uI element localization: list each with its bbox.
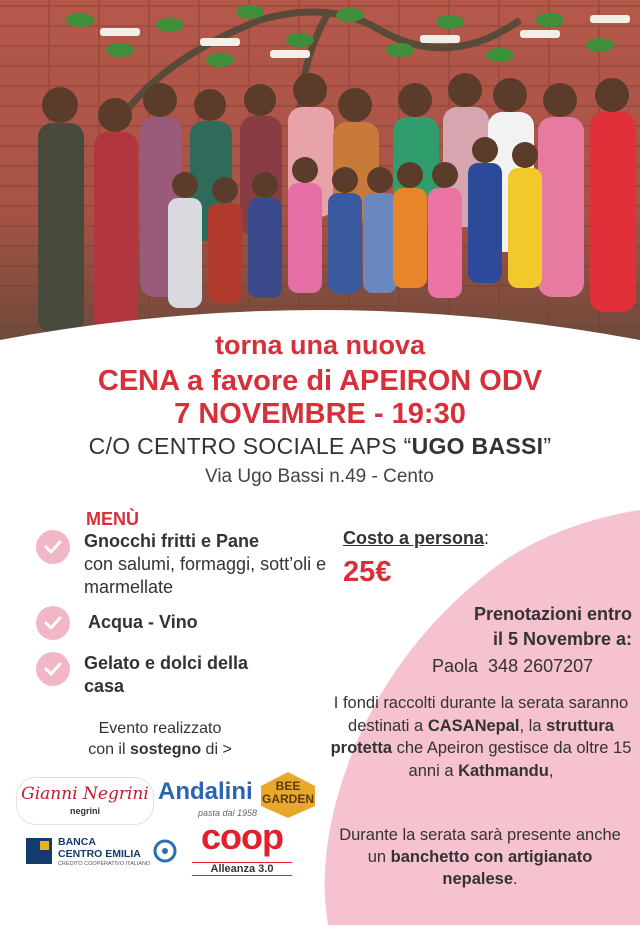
stall-description: Durante la serata sarà presente anche un banchetto con artigianato nepalese.: [339, 826, 621, 888]
menu-title: MENÙ: [86, 509, 139, 529]
menu-item-name: Gelato e dolci della casa: [84, 653, 249, 696]
venue-prefix: C/O CENTRO SOCIALE APS “: [88, 433, 412, 459]
menu-item-detail: con salumi, formaggi, sott’oli e marmellate: [84, 554, 327, 597]
booking-line-1: Prenotazioni entro: [473, 604, 632, 624]
menu-item-name: Acqua - Vino: [88, 612, 198, 632]
check-icon: [36, 530, 70, 564]
sponsor-line-2: con il sostegno di >: [88, 741, 232, 758]
check-icon: [36, 606, 70, 640]
event-venue: [0, 433, 640, 460]
banca-centro-emilia-logo: BANCA CENTRO EMILIA CREDITO COOPERATIVO ITALIANO: [26, 836, 156, 872]
gianni-negrini-logo: Gianni Negrini negrini: [16, 777, 154, 825]
sponsor-text: [40, 718, 280, 760]
coop-alleanza-logo: coop Alleanza 3.0: [192, 820, 292, 882]
cost-label: Costo a persona:: [343, 528, 490, 548]
andalini-logo: Andalini pasta dal 1958: [158, 778, 258, 818]
event-subtitle: torna una nuova: [214, 330, 425, 360]
cost-price: 25€: [343, 556, 392, 588]
event-date-time: 7 NOVEMBRE - 19:30: [174, 398, 466, 430]
booking-deadline: [420, 602, 632, 652]
contact-name: Paola: [432, 656, 479, 676]
venue-suffix: ”: [543, 433, 552, 459]
small-partner-icon: [150, 838, 180, 864]
menu-item-name: Gnocchi fritti e Pane: [84, 531, 260, 551]
banca-mark-icon: [26, 838, 52, 864]
bee-garden-logo: BEE GARDEN: [257, 770, 319, 820]
booking-line-2: il 5 Novembre a:: [492, 629, 632, 649]
contact-phone: 348 2607207: [488, 656, 594, 676]
funds-description: I fondi raccolti durante la serata saranno destinati a CASANepal, la struttura protetta che Apeiron gestisce da oltre 15 anni a Kathmandu,: [330, 694, 632, 780]
event-title: CENA a favore di APEIRON ODV: [97, 365, 543, 397]
group-photo: [0, 0, 640, 345]
booking-contact: [432, 656, 593, 677]
check-icon: [36, 652, 70, 686]
event-address: Via Ugo Bassi n.49 - Cento: [205, 466, 434, 487]
sponsor-line-1: Evento realizzato: [98, 720, 222, 737]
venue-name: UGO BASSI: [411, 433, 544, 459]
